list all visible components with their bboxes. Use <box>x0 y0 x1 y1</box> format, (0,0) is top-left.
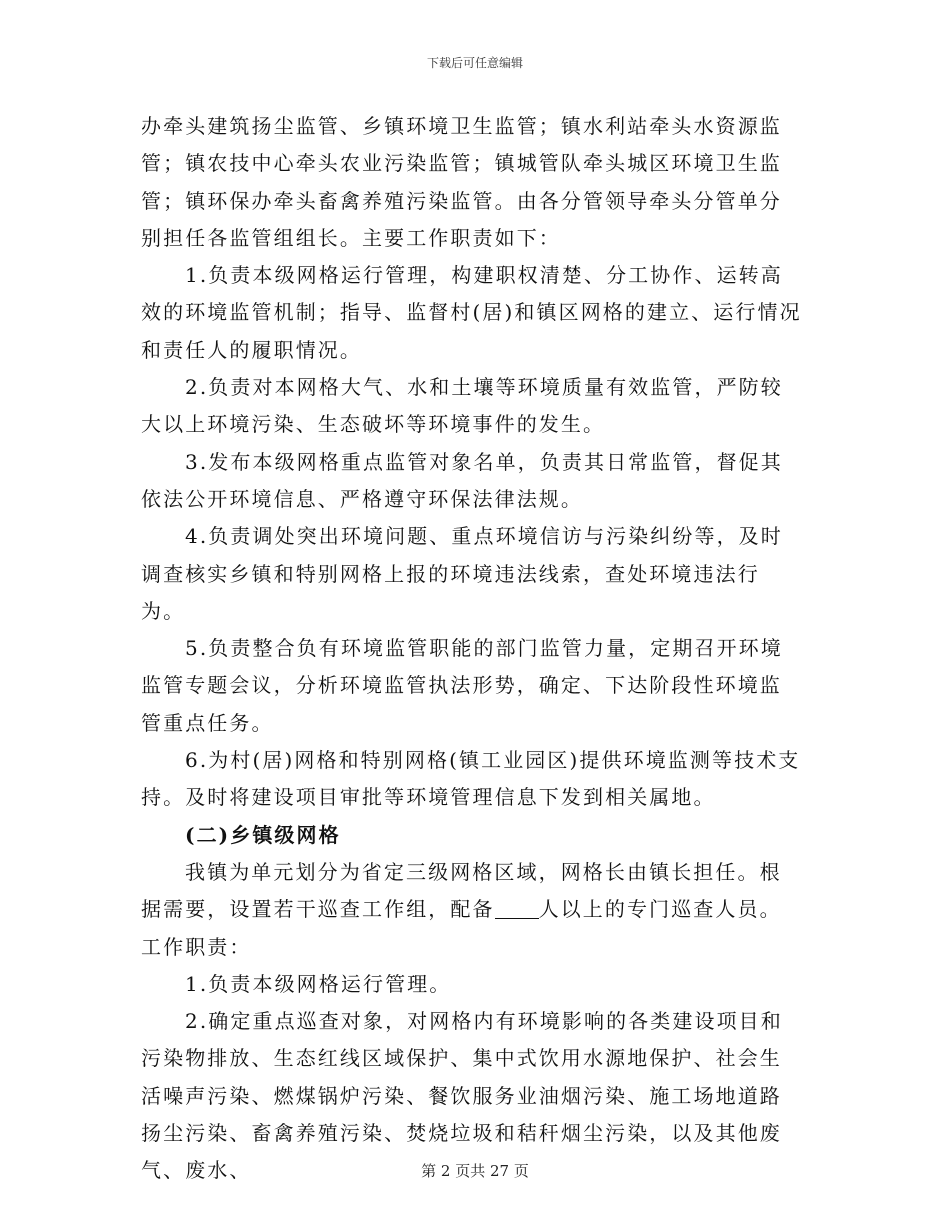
duty-item-3: 3.发布本级网格重点监管对象名单，负责其日常监管，督促其依法公开环境信息、严格遵守环保法律法规。 <box>141 449 783 511</box>
page-footer: 第 2 页共 27 页 <box>421 1162 529 1180</box>
section-heading: (二)乡镇级网格 <box>185 822 341 847</box>
township-duty-item-1: 1.负责本级网格运行管理。 <box>185 971 452 996</box>
duty-item-1: 1.负责本级网格运行管理，构建职权清楚、分工协作、运转高效的环境监管机制；指导、监督村(居)和镇区网格的建立、运行情况和责任人的履职情况。 <box>141 263 802 362</box>
page-header: 下载后可任意编辑 <box>426 56 523 70</box>
township-grid-paragraph <box>141 854 803 966</box>
paragraph-continuation: 办牵头建筑扬尘监管、乡镇环境卫生监管；镇水利站牵头水资源监管；镇农技中心牵头农业污染监管；镇城管队牵头城区环境卫生监管；镇环保办牵头畜禽养殖污染监管。由各分管领导牵头分管单分别担任各监管组组长。主要工作职责如下： <box>141 114 782 250</box>
township-grid-text-before-blank: 我镇为单元划分为省定三级网格区域，网格长由镇长担任。根据需要，设置若干巡查工作组，配备 <box>141 859 782 922</box>
duty-item-6: 6.为村(居)网格和特别网格(镇工业园区)提供环境监测等技术支持。及时将建设项目审批等环境管理信息下发到相关属地。 <box>141 748 801 810</box>
duty-item-5: 5.负责整合负有环境监管职能的部门监管力量，定期召开环境监管专题会议，分析环境监管执法形势，确定、下达阶段性环境监管重点任务。 <box>141 636 783 735</box>
duty-item-4: 4.负责调处突出环境问题、重点环境信访与污染纠纷等，及时调查核实乡镇和特别网格上报的环境违法线索，查处环境违法行为。 <box>141 524 783 623</box>
township-grid-text-after-blank: 人以上的专门巡查人员。工作职责： <box>141 897 782 959</box>
document-body <box>141 108 803 1190</box>
duty-item-2: 2.负责对本网格大气、水和土壤等环境质量有效监管，严防较大以上环境污染、生态破坏等环境事件的发生。 <box>141 375 783 437</box>
township-duty-item-2: 2.确定重点巡查对象，对网格内有环境影响的各类建设项目和污染物排放、生态红线区域保护、集中式饮用水源地保护、社会生活噪声污染、燃煤锅炉污染、餐饮服务业油烟污染、施工场地道路扬尘污染、畜禽养殖污染、焚烧垃圾和秸秆烟尘污染，以及其他废气、废水、 <box>141 1009 783 1183</box>
fill-in-blank <box>495 898 539 919</box>
